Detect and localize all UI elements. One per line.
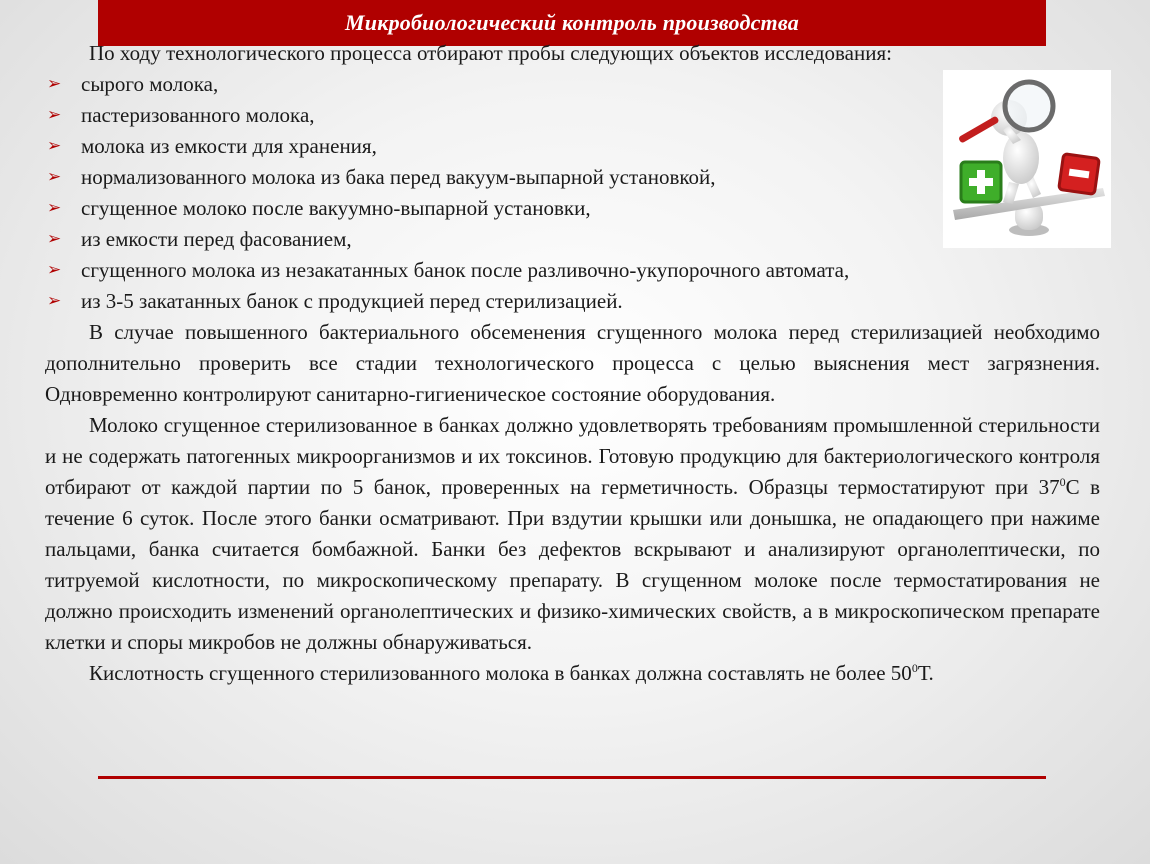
- list-item: [45, 162, 1100, 193]
- list-item-text: сгущенное молоко после вакуумно-выпарной установки,: [81, 196, 591, 220]
- arrow-bullet-icon: ➢: [47, 291, 62, 311]
- arrow-bullet-icon: ➢: [47, 105, 62, 125]
- arrow-bullet-icon: ➢: [47, 74, 62, 94]
- list-item: [45, 69, 1100, 100]
- list-item-text: сырого молока,: [81, 72, 219, 96]
- paragraph-contamination: В случае повышенного бактериального обсеменения сгущенного молока перед стерилизацией необходимо дополнительно проверить все стадии технологического процесса с целью выяснения мест загрязнения. Одновременно контролируют санитарно-гигиеническое состояние оборудования.: [45, 320, 1100, 406]
- minus-box-icon: [1059, 154, 1100, 195]
- list-item-text: из 3-5 закатанных банок с продукцией перед стерилизацией.: [81, 289, 623, 313]
- paragraph-acidity-text-1: Кислотность сгущенного стерилизованного молока в банках должна составлять не более 50: [89, 661, 912, 685]
- plus-box-icon: [961, 162, 1001, 202]
- paragraph-acidity: [45, 658, 1100, 689]
- list-item-text: пастеризованного молока,: [81, 103, 315, 127]
- list-item-text: нормализованного молока из бака перед вакуум-выпарной установкой,: [81, 165, 716, 189]
- arrow-bullet-icon: ➢: [47, 136, 62, 156]
- list-item: [45, 286, 1100, 317]
- list-item: [45, 193, 1100, 224]
- degree-superscript: 0: [911, 661, 918, 675]
- list-item-text: молока из емкости для хранения,: [81, 134, 377, 158]
- arrow-bullet-icon: ➢: [47, 260, 62, 280]
- degree-superscript: 0: [1059, 475, 1066, 489]
- list-item: [45, 255, 1100, 286]
- paragraph-sterility-text-1: Молоко сгущенное стерилизованное в банках должно удовлетворять требованиям промышленной стерильности и не содержать патогенных микроорганизмов и их токсинов. Готовую продукцию для бактериологического контроля отбирают от каждой партии по 5 банок, проверенных на герметичность. Образцы термостатируют при 37: [45, 413, 1100, 499]
- slide-content: [45, 38, 1100, 689]
- bottom-divider: [98, 776, 1046, 779]
- list-item: [45, 100, 1100, 131]
- list-item-text: из емкости перед фасованием,: [81, 227, 352, 251]
- arrow-bullet-icon: ➢: [47, 167, 62, 187]
- sample-list: [45, 69, 1100, 317]
- arrow-bullet-icon: ➢: [47, 229, 62, 249]
- arrow-bullet-icon: ➢: [47, 198, 62, 218]
- list-item-text: сгущенного молока из незакатанных банок после разливочно-укупорочного автомата,: [81, 258, 850, 282]
- list-item: [45, 224, 1100, 255]
- paragraph-acidity-text-2: Т.: [917, 661, 934, 685]
- quality-control-illustration: [943, 70, 1111, 248]
- paragraph-sterility-text-2: С в течение 6 суток. После этого банки осматривают. При вздутии крышки или донышка, не опадающего при нажиме пальцами, банка считается бомбажной. Банки без дефектов вскрывают и анализируют органолептически, по титруемой кислотности, по микроскопическому препарату. В сгущенном молоке после термостатирования не должно происходить изменений органолептических и физико-химических свойств, а в микроскопическом препарате клетки и споры микробов не должны обнаруживаться.: [45, 475, 1100, 654]
- paragraph-sterility: [45, 410, 1100, 658]
- slide-title: Микробиологический контроль производства: [345, 10, 799, 35]
- intro-text: По ходу технологического процесса отбирают пробы следующих объектов исследования:: [89, 41, 892, 65]
- figure-with-magnifier-icon: [943, 70, 1111, 248]
- list-item: [45, 131, 1100, 162]
